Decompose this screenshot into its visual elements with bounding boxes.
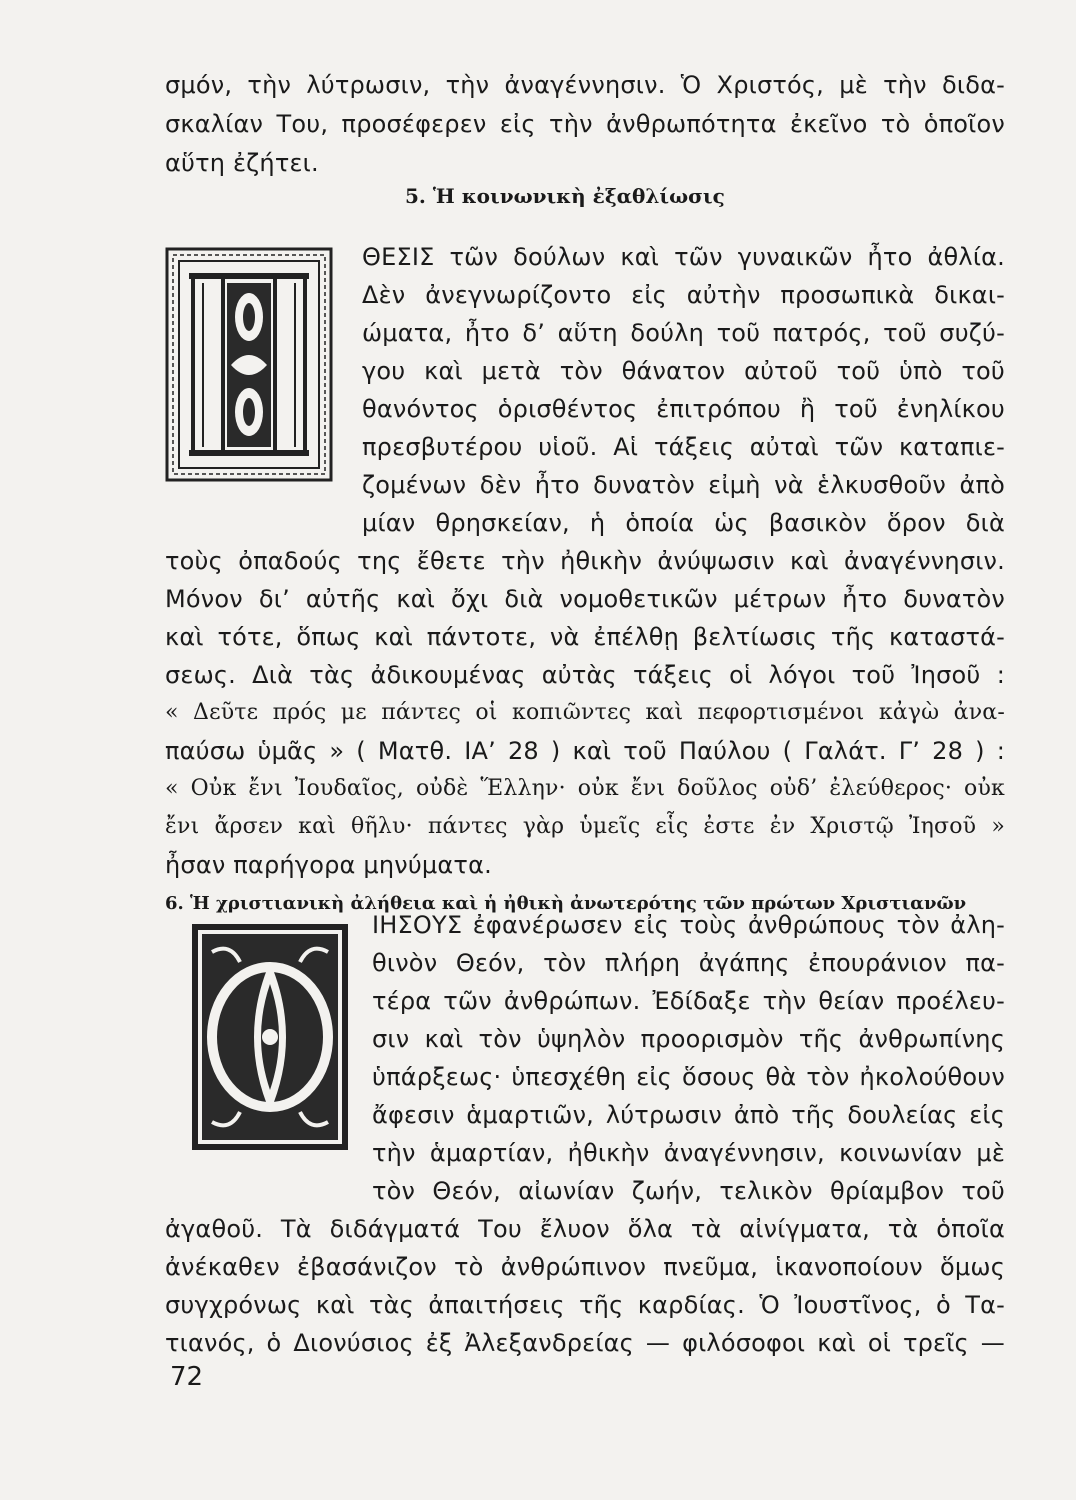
- page-number: 72: [170, 1362, 204, 1392]
- text-line: αὕτη ἐζήτει.: [165, 149, 319, 177]
- text-line: σμόν, τὴν λύτρωσιν, τὴν ἀναγέννησιν. Ὁ Χριστός, μὲ τὴν διδα-: [165, 71, 1005, 99]
- text-line: συγχρόνως καὶ τὰς ἀπαιτήσεις τῆς καρδίας. Ὁ Ἰουστῖνος, ὁ Τα-: [165, 1291, 1005, 1319]
- section-heading-5: 5. Ἡ κοινωνικὴ ἐξαθλίωσις: [405, 184, 725, 208]
- text-line: τὸν Θεόν, αἰωνίαν ζωήν, τελικὸν θρίαμβον τοῦ: [372, 1177, 1005, 1205]
- text-line: ΘΕΣΙΣ τῶν δούλων καὶ τῶν γυναικῶν ἦτο ἀθλία.: [362, 243, 1005, 271]
- text-line: Δὲν ἀνεγνωρίζοντο εἰς αὐτὴν προσωπικὰ δικαι-: [362, 281, 1005, 309]
- text-line: ὑπάρξεως· ὑπεσχέθη εἰς ὅσους θὰ τὸν ἠκολούθουν: [372, 1063, 1005, 1091]
- text-line: « Οὐκ ἔνι Ἰουδαῖος, οὐδὲ Ἕλλην· οὐκ ἔνι δοῦλος οὐδ’ ἐλεύθερος· οὐκ: [165, 776, 1005, 801]
- text-line: σιν καὶ τὸν ὑψηλὸν προορισμὸν τῆς ἀνθρωπίνης: [372, 1025, 1005, 1053]
- text-line: τιανός, ὁ Διονύσιος ἐξ Ἀλεξανδρείας — φιλόσοφοι καὶ οἱ τρεῖς —: [165, 1329, 1005, 1357]
- text-line: ἦσαν παρήγορα μηνύματα.: [165, 851, 492, 879]
- text-line: καὶ τότε, ὅπως καὶ πάντοτε, νὰ ἐπέλθῃ βελτίωσις τῆς καταστά-: [165, 623, 1005, 651]
- text-line: ώματα, ἦτο δ’ αὕτη δούλη τοῦ πατρός, τοῦ συζύ-: [362, 319, 1005, 347]
- text-line: « Δεῦτε πρός με πάντες οἱ κοπιῶντες καὶ πεφορτισμένοι κἀγὼ ἀνα-: [165, 700, 1005, 725]
- text-line: τὴν ἁμαρτίαν, ἠθικὴν ἀναγέννησιν, κοινωνίαν μὲ: [372, 1139, 1005, 1167]
- text-line: πρεσβυτέρου υἱοῦ. Αἱ τάξεις αὐταὶ τῶν καταπιε-: [362, 433, 1005, 461]
- text-line: παύσω ὑμᾶς » ( Ματθ. ΙΑ’ 28 ) καὶ τοῦ Παύλου ( Γαλάτ. Γ’ 28 ) :: [165, 737, 1005, 765]
- text-line: ΙΗΣΟΥΣ ἐφανέρωσεν εἰς τοὺς ἀνθρώπους τὸν ἀλη-: [372, 911, 1005, 939]
- text-line: τοὺς ὀπαδούς της ἔθετε τὴν ἠθικὴν ἀνύψωσιν καὶ ἀναγέννησιν.: [165, 547, 1005, 575]
- text-line: σκαλίαν Του, προσέφερεν εἰς τὴν ἀνθρωπότητα ἐκεῖνο τὸ ὁποῖον: [165, 110, 1005, 138]
- text-line: θινὸν Θεόν, τὸν πλήρη ἀγάπης ἐπουράνιον πα-: [372, 949, 1005, 977]
- text-line: ἀγαθοῦ. Τὰ διδάγματά Του ἔλυον ὅλα τὰ αἰνίγματα, τὰ ὁποῖα: [165, 1215, 1005, 1243]
- text-line: τέρα τῶν ἀνθρώπων. Ἐδίδαξε τὴν θείαν προέλευ-: [372, 987, 1005, 1015]
- text-line: ἄφεσιν ἁμαρτιῶν, λύτρωσιν ἀπὸ τῆς δουλείας εἰς: [372, 1101, 1005, 1129]
- section-heading-6: 6. Ἡ χριστιανικὴ ἀλήθεια καὶ ἡ ἠθικὴ ἀνωτερότης τῶν πρώτων Χριστιανῶν: [165, 893, 967, 914]
- text-line: σεως. Διὰ τὰς ἀδικουμένας αὐτὰς τάξεις οἱ λόγοι τοῦ Ἰησοῦ :: [165, 661, 1005, 689]
- text-line: θανόντος ὁρισθέντος ἐπιτρόπου ἢ τοῦ ἐνηλίκου: [362, 395, 1005, 423]
- ornament-theta-icon: [165, 247, 333, 482]
- text-line: μίαν θρησκείαν, ἡ ὁποία ὡς βασικὸν ὅρον διὰ: [362, 509, 1005, 537]
- text-line: ἔνι ἄρσεν καὶ θῆλυ· πάντες γὰρ ὑμεῖς εἷς ἐστε ἐν Χριστῷ Ἰησοῦ »: [165, 814, 1005, 839]
- text-line: ζομένων δὲν ἦτο δυνατὸν εἰμὴ νὰ ἑλκυσθοῦν ἀπὸ: [362, 471, 1005, 499]
- ornament-iota-icon: [190, 922, 350, 1152]
- decorative-initial-theta: [165, 247, 333, 482]
- text-line: γου καὶ μετὰ τὸν θάνατον αὐτοῦ τοῦ ὑπὸ τοῦ: [362, 357, 1005, 385]
- text-line: Μόνον δι’ αὐτῆς καὶ ὄχι διὰ νομοθετικῶν μέτρων ἦτο δυνατὸν: [165, 585, 1005, 613]
- text-line: ἀνέκαθεν ἐβασάνιζον τὸ ἀνθρώπινον πνεῦμα, ἱκανοποίουν ὅμως: [165, 1253, 1005, 1281]
- decorative-initial-iota: [190, 922, 350, 1152]
